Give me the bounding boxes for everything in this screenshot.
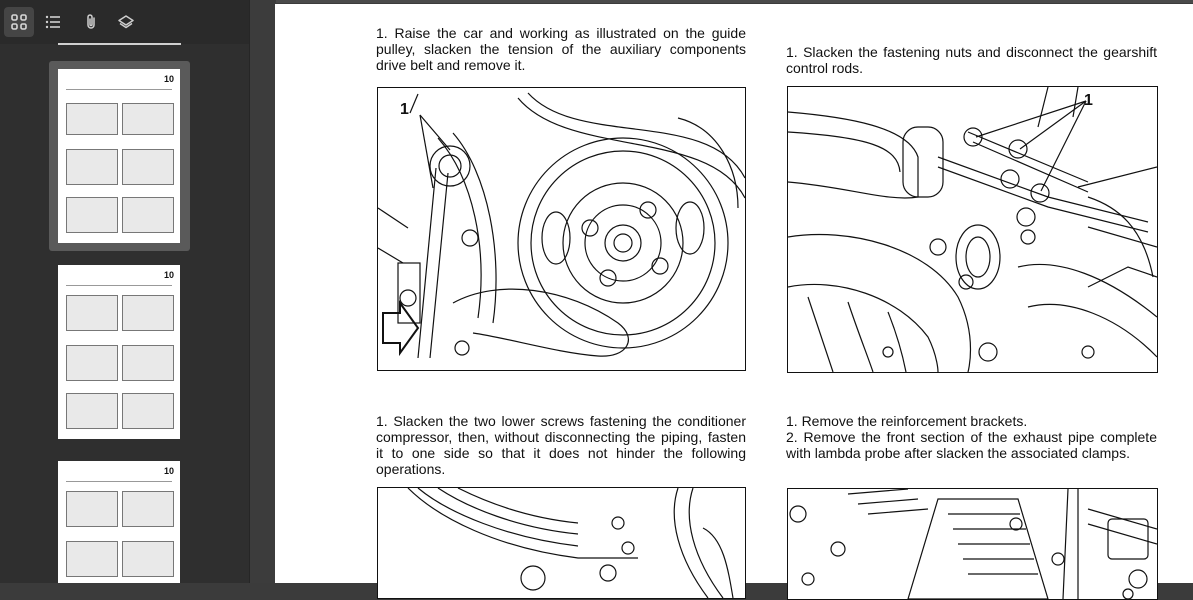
step-text-belt: 1. Raise the car and working as illustrated on the guide pulley, slacken the tension of the auxiliary components drive belt and remove it.	[376, 25, 746, 73]
thumbnail-page-number: 10	[163, 466, 174, 476]
step-text-gearshift: 1. Slacken the fastening nuts and disconnect the gearshift control rods.	[786, 44, 1157, 76]
thumbnails-view-button[interactable]	[4, 7, 34, 37]
layers-icon	[117, 13, 135, 31]
thumbnail-page-number: 10	[163, 74, 174, 84]
step-text-compressor: 1. Slacken the two lower screws fastening the conditioner compressor, then, without disconnecting the piping, fasten it to one side so that it does not hinder the following operations.	[376, 413, 746, 477]
figure-gearshift	[787, 86, 1158, 373]
thumbnail-page-1[interactable]	[49, 61, 190, 251]
step-text-exhaust-1: 1. Remove the reinforcement brackets.	[786, 413, 1028, 429]
sidebar-resizer[interactable]	[249, 0, 276, 583]
step-text-exhaust-2: 2. Remove the front section of the exhaust pipe complete with lambda probe after slacken the associated clamps.	[786, 429, 1157, 461]
thumbnail-page-image	[58, 461, 180, 583]
step-text-exhaust	[786, 413, 1157, 461]
figure-exhaust	[787, 488, 1158, 600]
callout-label: 1	[1084, 92, 1093, 109]
document-page	[275, 4, 1193, 583]
thumbnails-icon	[10, 13, 28, 31]
attachments-icon	[82, 13, 100, 31]
thumbnail-page-2[interactable]	[49, 257, 190, 447]
figure-pulley	[377, 87, 746, 371]
callout-label: 1	[400, 101, 409, 118]
layers-view-button[interactable]	[111, 7, 141, 37]
thumbnail-page-number: 10	[163, 270, 174, 280]
attachments-view-button[interactable]	[76, 7, 106, 37]
outline-icon	[44, 13, 62, 31]
outline-view-button[interactable]	[38, 7, 68, 37]
sidebar-toolbar	[0, 0, 249, 44]
sidebar	[0, 0, 249, 583]
thumbnail-list	[0, 45, 249, 583]
figure-compressor	[377, 487, 746, 599]
thumbnail-page-image	[58, 265, 180, 439]
thumbnail-page-image	[58, 69, 180, 243]
thumbnail-page-3[interactable]	[49, 453, 190, 583]
